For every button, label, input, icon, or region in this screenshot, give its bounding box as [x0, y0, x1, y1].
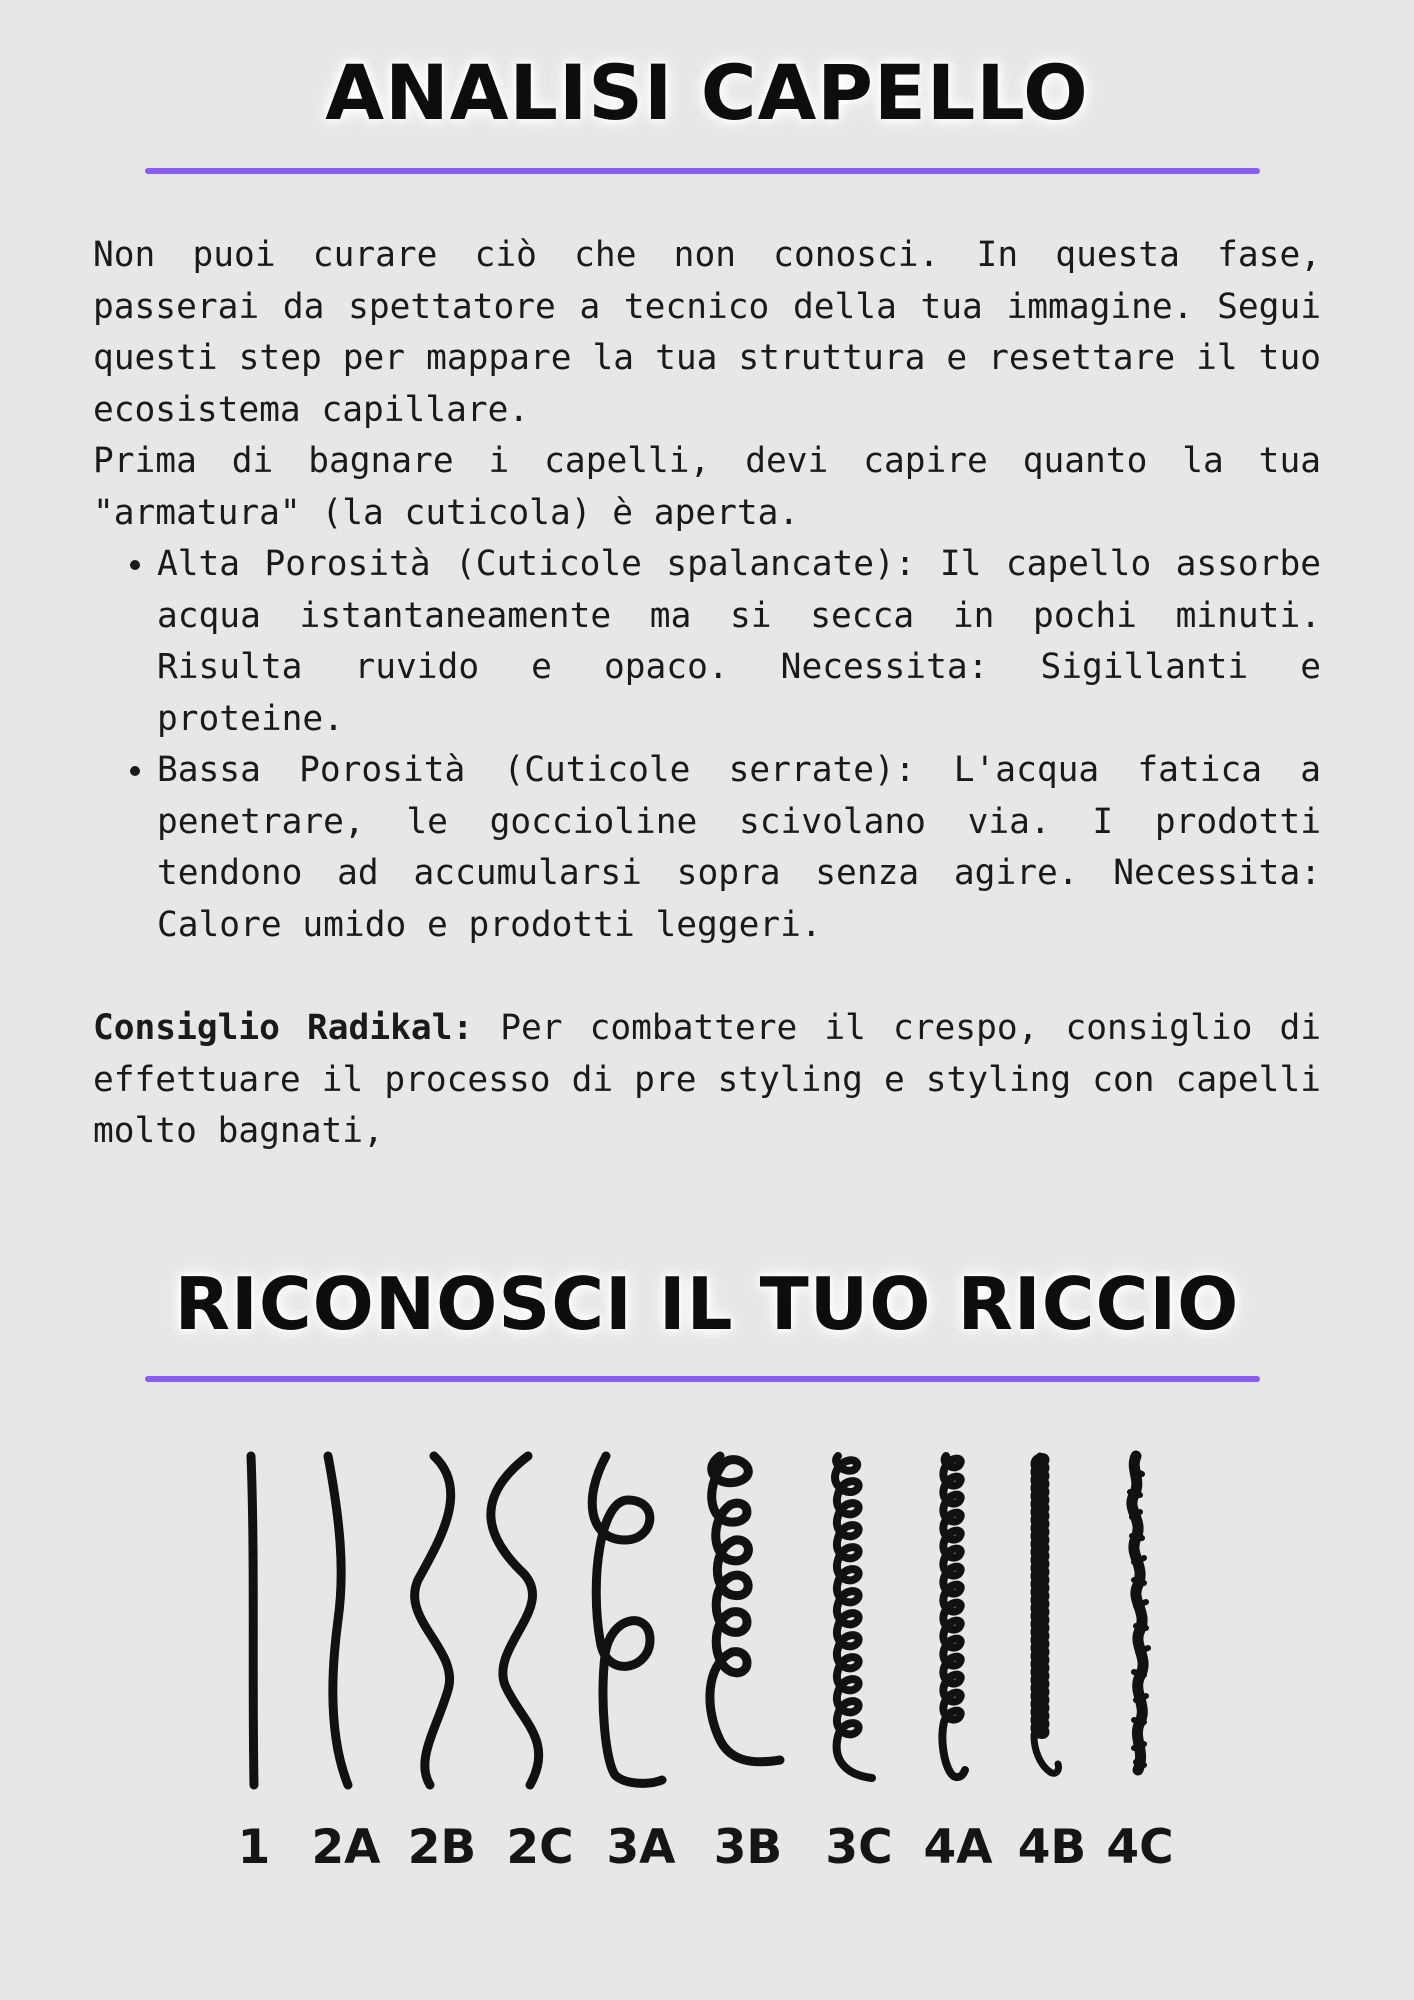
curl-types-illustration	[0, 1440, 1414, 1810]
intro-paragraph: Non puoi curare ciò che non conosci. In questa fase, passerai da spettatore a tecnico della tua immagine. Segui questi step per mappare la tua struttura e resettare il tuo ecosistema capillare.	[93, 235, 1321, 430]
curl-2c-strand	[491, 1456, 539, 1785]
curl-type-label: 3C	[825, 1820, 893, 1875]
curl-3c-strand	[835, 1456, 872, 1778]
curl-3b-strand	[710, 1456, 780, 1762]
tip-text: Per combattere il crespo, consiglio di effettuare il processo di pre styling e styling con capelli molto bagnati,	[93, 1008, 1321, 1151]
curl-type-label: 4C	[1106, 1820, 1174, 1875]
list-item-low-porosity: • Bassa Porosità (Cuticole serrate): L'acqua fatica a penetrare, le goccioline scivolano via. I prodotti tendono ad accumularsi sopra senza agire. Necessita: Calore umido e prodotti leggeri.	[157, 745, 1321, 951]
curl-3a-strand	[592, 1456, 662, 1783]
curl-4b-strand	[1034, 1456, 1059, 1773]
section-title-riccio: RICONOSCI IL TUO RICCIO	[174, 1262, 1240, 1346]
title-divider	[145, 1376, 1260, 1382]
list-item-high-porosity: • Alta Porosità (Cuticole spalancate): Il capello assorbe acqua istantaneamente ma si secca in pochi minuti. Risulta ruvido e opaco. Necessita: Sigillanti e proteine.	[157, 539, 1321, 745]
curl-type-label: 2C	[506, 1820, 574, 1875]
spacer	[93, 951, 1321, 1003]
curl-type-label: 4B	[1017, 1820, 1087, 1875]
curl-4a-strand	[942, 1456, 965, 1777]
title-divider	[145, 168, 1260, 174]
curl-type-label: 4A	[923, 1820, 993, 1875]
section-title-analisi: ANALISI CAPELLO	[325, 48, 1089, 137]
porosity-list	[93, 539, 1321, 951]
porosity-lead-paragraph: Prima di bagnare i capelli, devi capire quanto la tua "armatura" (la cuticola) è aperta.	[93, 441, 1321, 533]
curl-type-label: 3A	[606, 1820, 676, 1875]
curl-2b-strand	[415, 1456, 451, 1785]
curl-type-label: 1	[237, 1820, 271, 1875]
curl-type-label: 3B	[713, 1820, 783, 1875]
curl-1-strand	[251, 1456, 254, 1785]
curl-type-label: 2B	[407, 1820, 477, 1875]
curl-type-label: 2A	[311, 1820, 381, 1875]
tip-label: Consiglio Radikal:	[93, 1008, 474, 1048]
analysis-content	[93, 230, 1321, 1158]
curl-2a-strand	[328, 1456, 348, 1785]
curl-type-labels	[0, 1820, 1414, 1890]
tip-paragraph	[93, 1003, 1321, 1158]
